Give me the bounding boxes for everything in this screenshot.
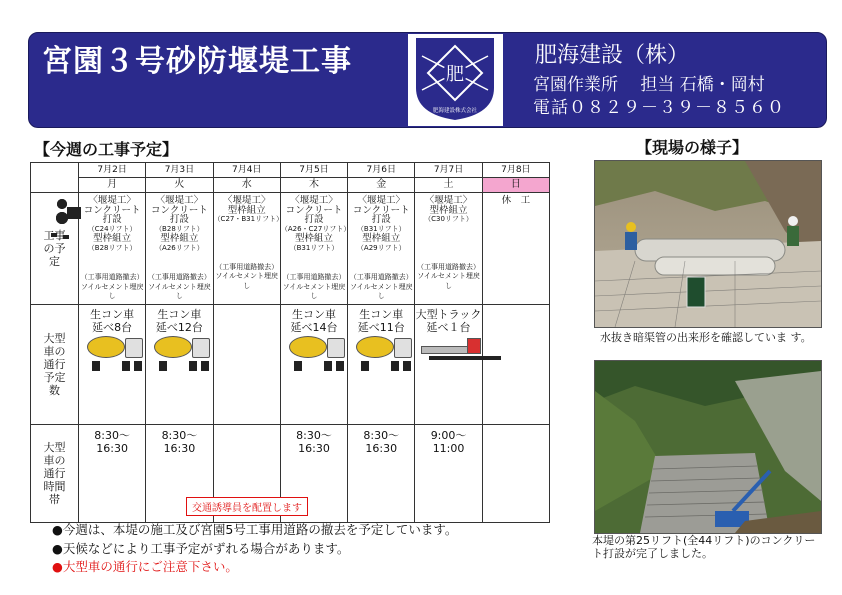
site-photo-dam bbox=[594, 360, 822, 534]
vehicle-cell: 大型トラック 延べ１台 bbox=[415, 305, 482, 425]
row-header-vehicles: 大型車の通行予定数 bbox=[31, 305, 79, 425]
guard-note-badge: 交通誘導員を配置します bbox=[186, 497, 308, 516]
vehicle-cell-empty bbox=[482, 305, 549, 425]
day-cell: 土 bbox=[415, 178, 482, 193]
date-cell: 7月2日 bbox=[79, 163, 146, 178]
site-title: 【現場の様子】 bbox=[636, 138, 749, 157]
note-1: ●今週は、本堤の施工及び宮園5号工事用道路の撤去を予定しています。 bbox=[52, 522, 458, 537]
date-cell: 7月4日 bbox=[213, 163, 280, 178]
row-header-work: 工事の予定 bbox=[31, 193, 79, 305]
date-cell: 7月7日 bbox=[415, 163, 482, 178]
day-cell: 金 bbox=[348, 178, 415, 193]
work-cell: 〈堰堤工〉 コンクリート打設 （C24リフト） 型枠組立 （B28リフト） （工事用道路撤去） ソイルセメント埋戻し bbox=[79, 193, 146, 305]
day-cell: 木 bbox=[280, 178, 347, 193]
work-cell-holiday: 休 工 bbox=[482, 193, 549, 305]
vehicle-cell: 生コン車 延べ12台 bbox=[146, 305, 213, 425]
traffic-guard-icon bbox=[45, 197, 81, 239]
work-cell: 〈堰堤工〉 コンクリート打設 （A26・C27リフト） 型枠組立 （B31リフト） （工事用道路撤去） ソイルセメント埋戻し bbox=[280, 193, 347, 305]
work-cell: 〈堰堤工〉 コンクリート打設 （B31リフト） 型枠組立 （A29リフト） （工事用道路撤去） ソイルセメント埋戻し bbox=[348, 193, 415, 305]
mixer-truck-icon bbox=[150, 334, 210, 364]
vehicle-cell: 生コン車 延べ14台 bbox=[280, 305, 347, 425]
time-cell: 8:30～ 16:30 bbox=[146, 425, 213, 523]
day-cell: 水 bbox=[213, 178, 280, 193]
phone-number: 電話０８２９－３９－８５６０ bbox=[533, 98, 785, 118]
work-cell: 〈堰堤工〉 コンクリート打設 （B28リフト） 型枠組立 （A26リフト） （工事用道路撤去） ソイルセメント埋戻し bbox=[146, 193, 213, 305]
row-header-times: 大型車の通行時間帯 bbox=[31, 425, 79, 523]
site-photo-culvert bbox=[594, 160, 822, 328]
date-cell: 7月6日 bbox=[348, 163, 415, 178]
vehicle-cell-empty bbox=[213, 305, 280, 425]
site-caption-1: 水抜き暗渠管の出来形を確認していま す。 bbox=[600, 331, 812, 344]
schedule-table bbox=[30, 162, 550, 523]
mixer-truck-icon bbox=[83, 334, 143, 364]
office-contact: 宮園作業所 担当 石橋・岡村 bbox=[533, 75, 765, 95]
schedule-title: 【今週の工事予定】 bbox=[34, 140, 179, 159]
mixer-truck-icon bbox=[352, 334, 412, 364]
date-cell: 7月5日 bbox=[280, 163, 347, 178]
logo-text: 肥海建設株式会社 bbox=[432, 108, 478, 114]
day-cell-sunday: 日 bbox=[482, 178, 549, 193]
time-cell: 8:30～ 16:30 bbox=[79, 425, 146, 523]
note-2: ●天候などにより工事予定がずれる場合があります。 bbox=[52, 541, 350, 556]
page-title: 宮園３号砂防堰堤工事 bbox=[42, 44, 352, 79]
date-cell: 7月8日 bbox=[482, 163, 549, 178]
flatbed-truck-icon bbox=[421, 338, 479, 358]
time-cell: 9:00～ 11:00 bbox=[415, 425, 482, 523]
corner-cell bbox=[31, 163, 79, 193]
company-logo bbox=[412, 36, 498, 122]
work-cell: 〈堰堤工〉 型枠組立 （C27・B31リフト） （工事用道路撤去） ソイルセメント埋戻し bbox=[213, 193, 280, 305]
logo-char: 肥 bbox=[446, 64, 464, 85]
date-cell: 7月3日 bbox=[146, 163, 213, 178]
day-cell: 月 bbox=[79, 178, 146, 193]
company-name: 肥海建設（株） bbox=[535, 43, 690, 68]
time-cell-empty bbox=[482, 425, 549, 523]
day-cell: 火 bbox=[146, 178, 213, 193]
vehicle-cell: 生コン車 延べ8台 bbox=[79, 305, 146, 425]
vehicle-cell: 生コン車 延べ11台 bbox=[348, 305, 415, 425]
note-3: ●大型車の通行にご注意下さい。 bbox=[52, 559, 238, 574]
time-cell: 8:30～ 16:30 bbox=[348, 425, 415, 523]
work-cell: 〈堰堤工〉 型枠組立 （C30リフト） （工事用道路撤去） ソイルセメント埋戻し bbox=[415, 193, 482, 305]
time-cell: 8:30～ 16:30 bbox=[280, 425, 347, 523]
mixer-truck-icon bbox=[285, 334, 345, 364]
site-caption-2: 本堤の第25リフト(全44リフト)のコンクリート打設が完了しました。 bbox=[592, 534, 816, 560]
